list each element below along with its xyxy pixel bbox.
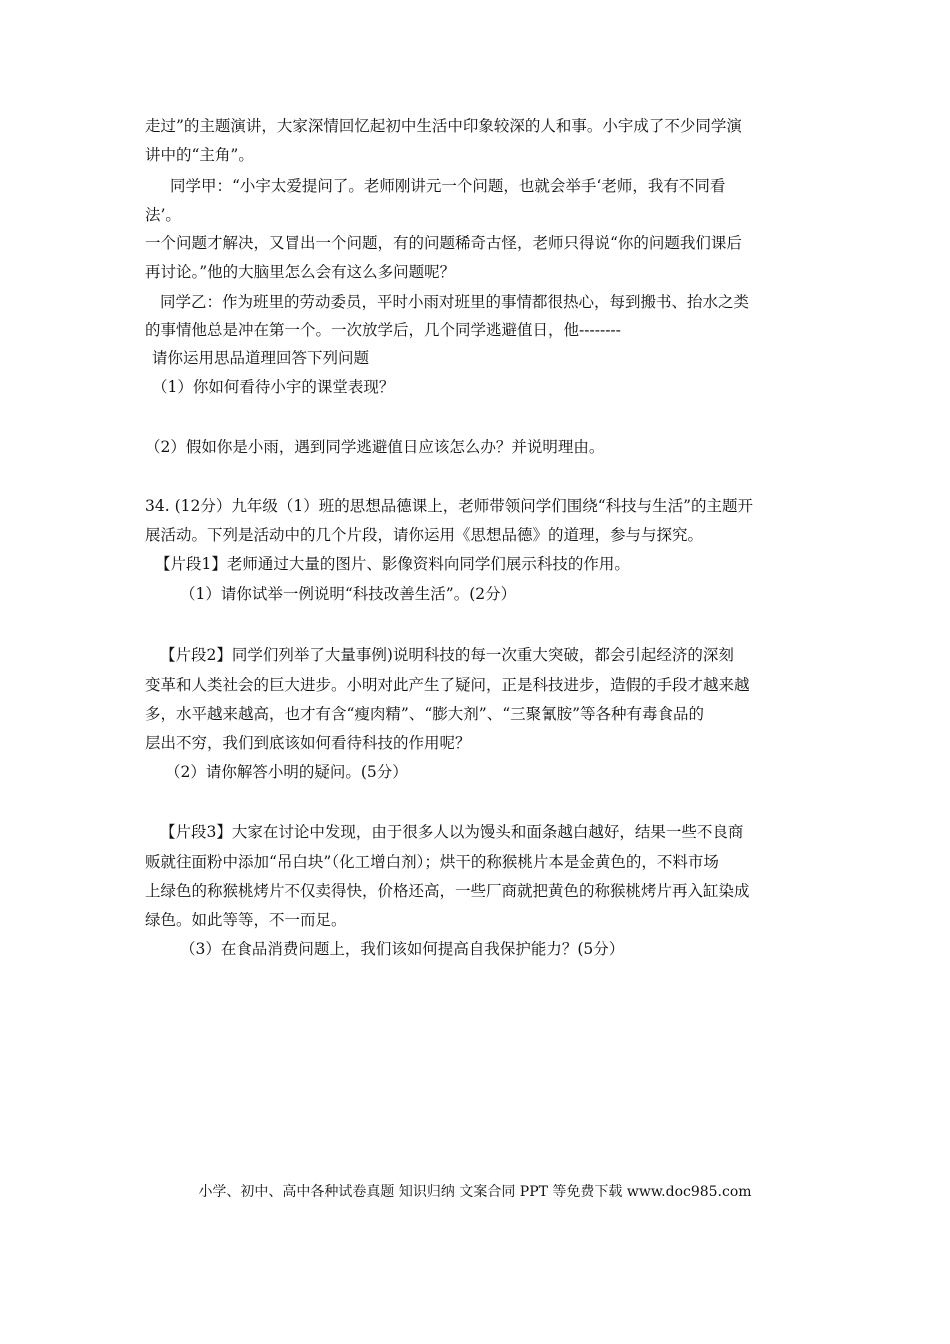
text-line: 再讨论。”他的大脑里怎么会有这么多问题呢？ bbox=[145, 263, 456, 281]
page-footer: 小学、初中、高中各种试卷真题 知识归纳 文案合同 PPT 等免费下载 www.doc985.com bbox=[198, 1184, 752, 1200]
text-line: （1）请你试举一例说明“科技改善生活”。(2分） bbox=[180, 585, 517, 603]
text-line: 上绿色的称猴桃烤片不仅卖得快，价格还高，一些厂商就把黄色的称猴桃烤片再入缸染成 bbox=[145, 882, 750, 900]
text-line: 多，水平越来越高，也才有含“瘦肉精”、“膨大剂”、“三聚氰胺”等各种有毒食品的 bbox=[145, 705, 705, 723]
text-line: 讲中的“主角”。 bbox=[145, 146, 254, 164]
text-line: 同学乙：作为班里的劳动委员，平时小雨对班里的事情都很热心，每到搬书、抬水之类 bbox=[160, 293, 750, 311]
text-line: 展活动。下列是活动中的几个片段，请你运用《思想品德》的道理，参与与探究。 bbox=[145, 526, 704, 544]
text-line: 【片段1】老师通过大量的图片、影像资料向同学们展示科技的作用。 bbox=[155, 555, 630, 573]
text-line: （3）在食品消费问题上，我们该如何提高自我保护能力？(5分） bbox=[180, 940, 625, 958]
text-line: 变革和人类社会的巨大进步。小明对此产生了疑问，正是科技进步，造假的手段才越来越 bbox=[145, 676, 750, 694]
text-line: 一个问题才解决，又冒出一个问题，有的问题稀奇古怪，老师只得说“你的问题我们课后 bbox=[145, 234, 742, 252]
text-line: （1）你如何看待小宇的课堂表现？ bbox=[152, 378, 395, 396]
text-line: 层出不穷，我们到底该如何看待科技的作用呢？ bbox=[145, 734, 471, 752]
text-line: 贩就往面粉中添加“吊白块”（化工增白剂）；烘干的称猴桃片本是金黄色的，不料市场 bbox=[145, 853, 719, 871]
text-line: 【片段2】同学们列举了大量事例)说明科技的每一次重大突破，都会引起经济的深刻 bbox=[160, 646, 734, 664]
text-line: 绿色。如此等等，不一而足。 bbox=[145, 911, 347, 929]
text-line: 的事情他总是冲在第一个。一次放学后，几个同学逃避值日，他-------- bbox=[145, 321, 621, 339]
text-line: 走过”的主题演讲，大家深情回忆起初中生活中印象较深的人和事。小宇成了不少同学演 bbox=[145, 117, 742, 135]
text-line: 同学甲：“小宇太爱提问了。老师刚讲元一个问题，也就会举手‘老师，我有不同看 bbox=[170, 177, 726, 195]
text-line: （2）假如你是小雨，遇到同学逃避值日应该怎么办？并说明理由。 bbox=[145, 438, 605, 456]
text-line: 请你运用思品道理回答下列问题 bbox=[152, 349, 370, 367]
text-line: 【片段3】大家在讨论中发现，由于很多人以为馒头和面条越白越好，结果一些不良商 bbox=[160, 823, 744, 841]
text-line: （2）请你解答小明的疑问。(5分） bbox=[165, 763, 408, 781]
text-line: 34. (12分）九年级（1）班的思想品德课上，老师带领问学们围绕“科技与生活”的主题开 bbox=[145, 497, 754, 515]
text-line: 法’。 bbox=[145, 206, 181, 224]
